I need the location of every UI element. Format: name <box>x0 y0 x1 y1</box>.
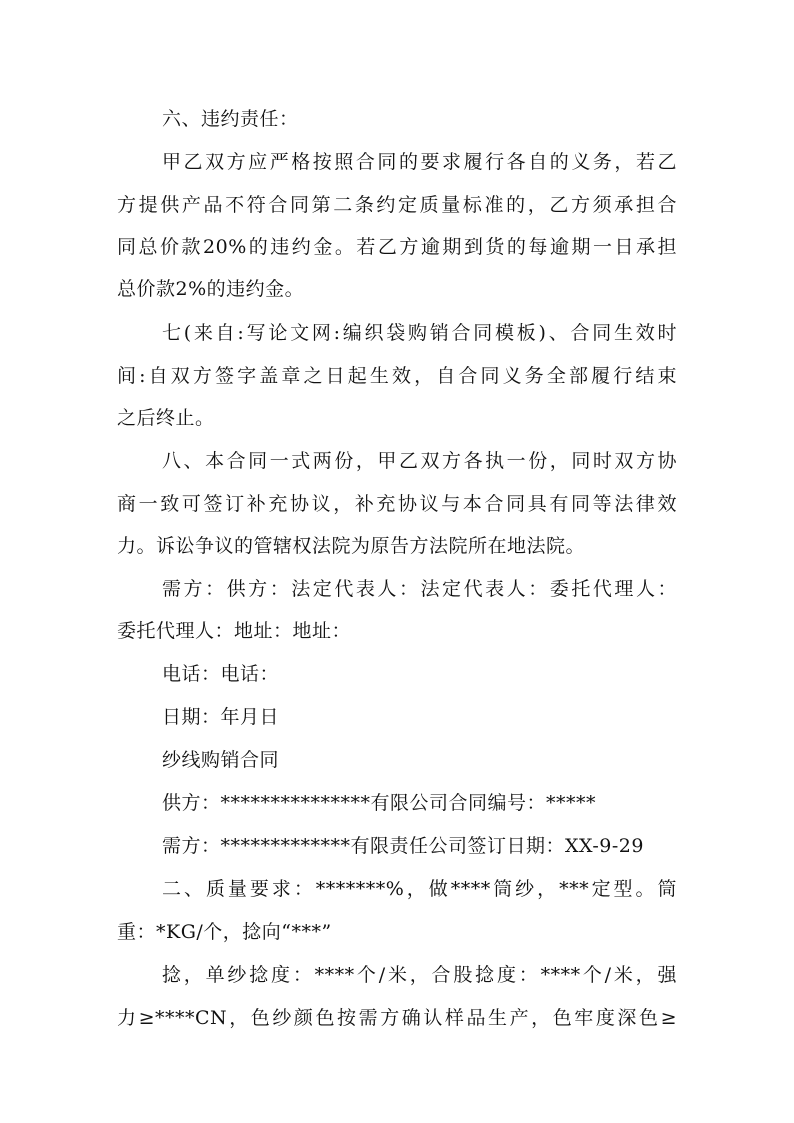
buyer-line: 需方：*************有限责任公司签订日期：XX-9-29 <box>162 835 644 857</box>
paragraph-line: 捻，单纱捻度：****个/米，合股捻度：****个/米，强 <box>162 964 677 986</box>
date-field: 日期：年月日 <box>162 706 280 728</box>
paragraph-line: 之后终止。 <box>117 407 215 429</box>
paragraph-line: 间:自双方签字盖章之日起生效，自合同义务全部履行结束 <box>117 365 677 387</box>
paragraph-line: 同总价款20%的违约金。若乙方逾期到货的每逾期一日承担 <box>117 236 677 258</box>
signature-fields-line: 需方：供方：法定代表人：法定代表人：委托代理人： <box>162 578 677 600</box>
paragraph-line: 力。诉讼争议的管辖权法院为原告方法院所在地法院。 <box>117 535 586 557</box>
signature-fields-line: 委托代理人：地址：地址： <box>117 620 352 642</box>
paragraph-line: 总价款2%的违约金。 <box>117 278 305 300</box>
paragraph-line: 方提供产品不符合同第二条约定质量标准的，乙方须承担合 <box>117 194 677 216</box>
phone-fields: 电话：电话： <box>162 663 280 685</box>
section-heading-quality: 二、质量要求：*******%，做****筒纱，***定型。筒 <box>162 878 677 900</box>
section-heading-effective-time: 七(来自:写论文网:编织袋购销合同模板)、合同生效时 <box>162 322 677 344</box>
paragraph-line: 甲乙双方应严格按照合同的要求履行各自的义务，若乙 <box>162 151 677 173</box>
supplier-line: 供方：***************有限公司合同编号：***** <box>162 792 597 814</box>
section-heading-copies: 八、本合同一式两份，甲乙双方各执一份，同时双方协 <box>162 450 677 472</box>
paragraph-line: 商一致可签订补充协议，补充协议与本合同具有同等法律效 <box>117 493 677 515</box>
document-title: 纱线购销合同 <box>162 749 280 771</box>
paragraph-line: 重：*KG/个，捻向“***” <box>117 921 332 943</box>
paragraph-line: 力≥****CN，色纱颜色按需方确认样品生产，色牢度深色≥ <box>117 1007 677 1029</box>
section-heading-breach-liability: 六、违约责任： <box>162 108 299 130</box>
